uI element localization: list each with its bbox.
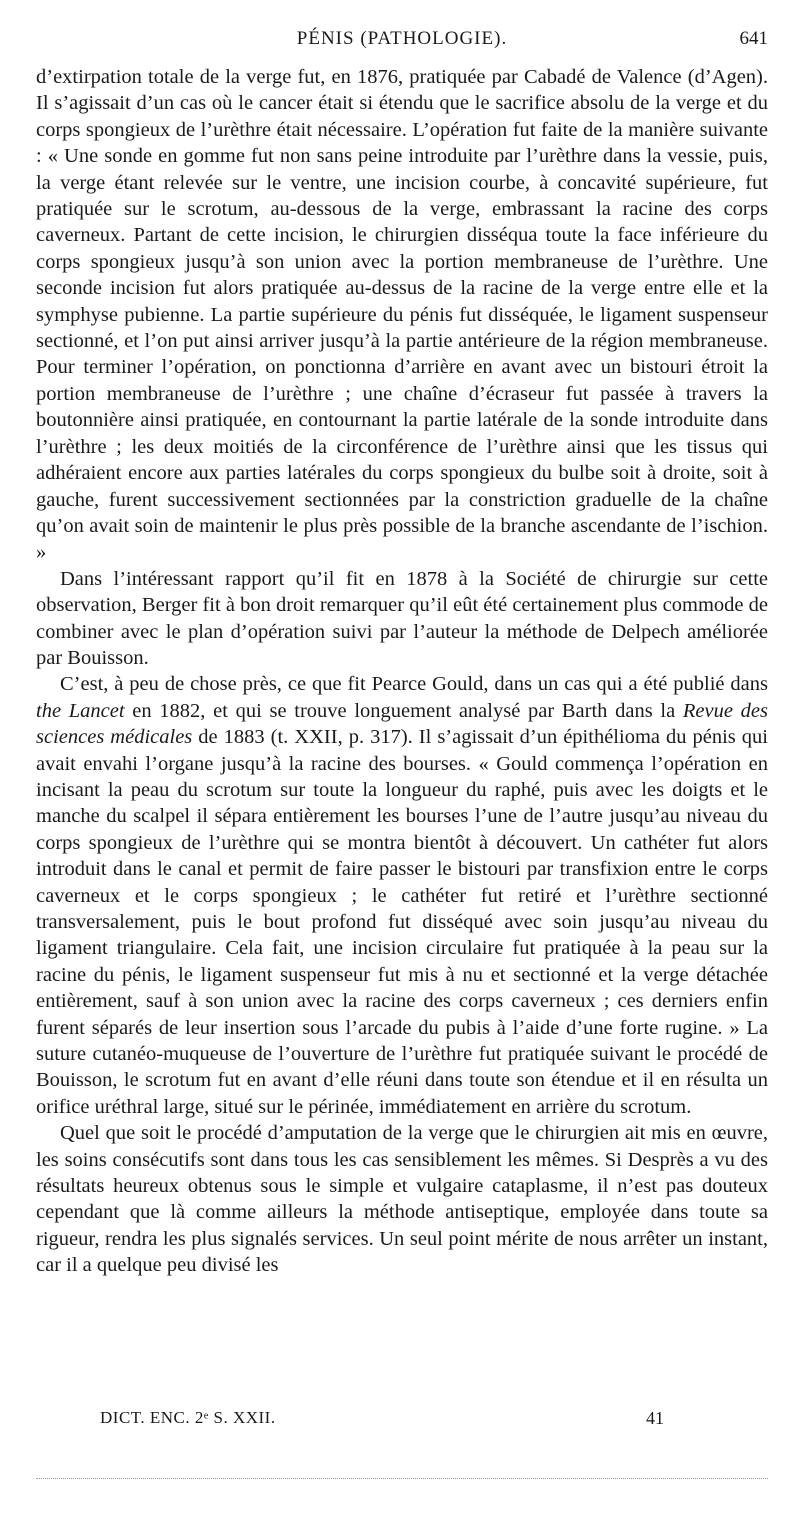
text-run: en 1882, et qui se trouve longuement analysé par Barth dans la [124, 699, 683, 722]
text-run: Dans l’intéressant rapport qu’il fit en 1878 à la Société de chirurgie sur cette observation, Berger fit à bon droit remarquer qu’il eût été certainement plus commode de combiner avec le plan d’opération suivi par l’auteur la méthode de Delpech améliorée par Bouisson. [36, 567, 768, 669]
footer [36, 1408, 768, 1438]
page-number: 641 [739, 28, 768, 49]
signature-mark: DICT. ENC. 2ᵉ S. XXII. [100, 1408, 276, 1427]
text-run: C’est, à peu de chose près, ce que fit Pearce Gould, dans un cas qui a été publié dans [60, 673, 768, 696]
paragraph-2 [36, 566, 768, 672]
paragraph-3 [36, 671, 768, 1120]
text-run: de 1883 (t. XXII, p. 317). Il s’agissait d’un épithélioma du pénis qui avait envahi l’organe jusqu’à la racine des bourses. « Gould commença l’opération en incisant la peau du scrotum sur toute la longueur du raphé, puis avec les doigts et le manche du scalpel il sépara entièrement les bourses l’une de l’autre jusqu’au niveau du corps spongieux de l’urèthre qui se montra bientôt à découvert. Un cathéter fut alors introduit dans le canal et permit de faire passer le bistouri par transfixion entre le corps caverneux et le corps spongieux ; le cathéter fut retiré et l’urèthre sectionné transversalement, puis le bout profond fut disséqué avec soin jusqu’au niveau du ligament triangulaire. Cela fait, une incision circulaire fut pratiquée à la peau sur la racine du pénis, le ligament suspenseur fut mis à nu et sectionné et la verge détachée entièrement, sauf à son union avec la racine des corps caverneux ; ces derniers enfin furent séparés de leur insertion sous l’arcade du pubis à l’aide d’une forte rugine. » La suture cutanéo-muqueuse de l’ouverture de l’urèthre fut pratiquée suivant le procédé de Bouisson, le scrotum fut en avant d’elle réuni dans toute son étendue et il en résulta un orifice uréthral large, situé sur le périnée, immédiatement en arrière du scrotum. [36, 726, 768, 1118]
bottom-dotted-rule [36, 1478, 768, 1479]
sheet-number: 41 [646, 1408, 664, 1428]
paragraph-4 [36, 1120, 768, 1278]
paragraph-1 [36, 64, 768, 566]
italic-title: Revue des sciences médicales [36, 699, 768, 749]
page [36, 28, 768, 1279]
body-text [36, 64, 768, 1279]
italic-title: the Lancet [36, 699, 125, 722]
text-run: d’extirpation totale de la verge fut, en 1876, pratiquée par Cabadé de Valence (d’Agen). Il s’agissait d’un cas où le cancer était si étendu que le sacrifice absolu de la verge et du corps spongieux de l’urèthre était nécessaire. L’opération fut faite de la manière suivante : « Une sonde en gomme fut non sans peine introduite par l’urèthre dans la vessie, puis, la verge étant relevée sur le ventre, une incision courbe, à concavité supérieure, fut pratiquée sur le scrotum, au-dessous de la verge, embrassant la racine des corps caverneux. Partant de cette incision, le chirurgien disséqua toute la face inférieure du corps spongieux jusqu’à son union avec la portion membraneuse de l’urèthre. Une seconde incision fut alors pratiquée au-dessus de la racine de la verge entre elle et la symphyse pubienne. La partie supérieure du pénis fut disséquée, le ligament suspenseur sectionné, et l’on put ainsi arriver jusqu’à la partie antérieure de la région membraneuse. Pour terminer l’opération, on ponctionna d’arrière en avant avec un bistouri étroit la portion membraneuse de l’urèthre ; une chaîne d’écraseur fut passée à travers la boutonnière ainsi pratiquée, en contournant la partie latérale de la sonde introduite dans l’urèthre ; les deux moitiés de la circonférence de l’urèthre ainsi que les tissus qui adhéraient encore aux parties latérales du corps spongieux du bulbe soit à droite, soit à gauche, furent successivement sectionnées par la constriction graduelle de la chaîne qu’on avait soin de maintenir le plus près possible de la branche ascendante de l’ischion. » [36, 66, 768, 564]
running-title: PÉNIS (PATHOLOGIE). [296, 28, 508, 49]
text-run: Quel que soit le procédé d’amputation de la verge que le chirurgien ait mis en œuvre, les soins consécutifs sont dans tous les cas sensiblement les mêmes. Si Desprès a vu des résultats heureux obtenus sous le simple et vulgaire cataplasme, il n’est pas douteux cependant que là comme ailleurs la méthode antiseptique, employée dans toute sa rigueur, rendra les plus signalés services. Un seul point mérite de nous arrêter un instant, car il a quelque peu divisé les [36, 1122, 768, 1277]
running-head [36, 28, 768, 64]
